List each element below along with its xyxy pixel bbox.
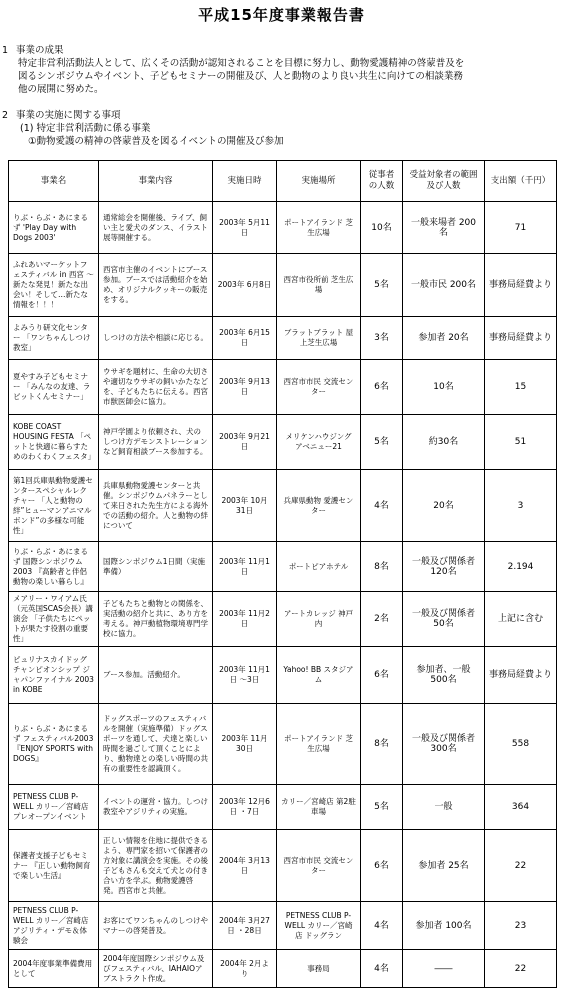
row-event-staff: 2名 bbox=[361, 592, 403, 647]
table-row bbox=[9, 415, 557, 470]
row-event-place: ポートアイランド 芝生広場 bbox=[277, 202, 361, 254]
table-row bbox=[9, 950, 557, 988]
row-event-beneficiary: 参加者、一般 500名 bbox=[403, 647, 485, 704]
row-event-date: 2003年 6月15日 bbox=[213, 317, 277, 360]
events-table bbox=[8, 160, 557, 988]
table-row bbox=[9, 647, 557, 704]
header-name: 事業名 bbox=[9, 161, 99, 202]
section1-body bbox=[18, 57, 538, 96]
row-event-amount: 51 bbox=[485, 415, 557, 470]
header-beneficiary: 受益対象者の範囲及び人数 bbox=[403, 161, 485, 202]
row-event-name: 第1回兵庫県動物愛護センタースペシャルレクチャー 「人と動物の絆”ヒューマンアニマルボンド”の多様な可能性」 bbox=[9, 470, 99, 542]
row-event-date: 2003年 9月13日 bbox=[213, 360, 277, 415]
row-event-content: お客にてワンちゃんのしつけやマナーの啓発普及。 bbox=[99, 902, 213, 950]
row-event-staff: 3名 bbox=[361, 317, 403, 360]
row-event-content: 国際シンポジウム1日間（実施準備） bbox=[99, 542, 213, 592]
row-event-place: カリー／宮崎店 第2駐車場 bbox=[277, 785, 361, 830]
row-event-date: 2003年 10月31日 bbox=[213, 470, 277, 542]
row-event-content: 通常総会を開催後、ライブ、飼い主と愛犬のダンス、イラスト展等開催する。 bbox=[99, 202, 213, 254]
section1-heading-text: 事業の成果 bbox=[16, 45, 64, 56]
row-event-date: 2003年 6月8日 bbox=[213, 254, 277, 317]
section1-line: 他の展開に努めた。 bbox=[18, 84, 104, 95]
row-event-date: 2003年 11月1日 bbox=[213, 542, 277, 592]
row-event-staff: 4名 bbox=[361, 950, 403, 988]
row-event-amount: 558 bbox=[485, 704, 557, 785]
row-event-name: KOBE COAST HOUSING FESTA 「ペットと快適に暮らすためのわくわくフェスタ」 bbox=[9, 415, 99, 470]
row-event-content: 神戸学園より依頼され、犬のしつけ方デモンストレーションなど飼育相談ブース参加する。 bbox=[99, 415, 213, 470]
section1-number: 1 bbox=[2, 45, 9, 56]
row-event-staff: 6名 bbox=[361, 360, 403, 415]
row-event-beneficiary: 一般及び関係者 300名 bbox=[403, 704, 485, 785]
row-event-place: PETNESS CLUB P-WELL カリー／宮崎店 ドッグラン bbox=[277, 902, 361, 950]
row-event-date: 2004年 2月より bbox=[213, 950, 277, 988]
header-staff: 従事者の人数 bbox=[361, 161, 403, 202]
section2-sub1: (1) 特定非営利活動に係る事業 bbox=[20, 123, 151, 134]
row-event-date: 2003年 11月2日 bbox=[213, 592, 277, 647]
row-event-content: 子どもたちと動物との関係を、実活動の紹介と共に、あり方を考える。神戸動植物環境専門学校に協力。 bbox=[99, 592, 213, 647]
row-event-date: 2003年 9月21日 bbox=[213, 415, 277, 470]
row-event-amount: 上記に含む bbox=[485, 592, 557, 647]
table-row bbox=[9, 830, 557, 902]
row-event-amount: 22 bbox=[485, 950, 557, 988]
table-header-row bbox=[9, 161, 557, 202]
row-event-name: メアリー・ワイアム氏（元英国SCAS会長）講演会 「子供たちにペットが果たす役割の重要性」 bbox=[9, 592, 99, 647]
row-event-amount: 15 bbox=[485, 360, 557, 415]
table-row bbox=[9, 704, 557, 785]
row-event-place: メリケンハウジング アベニュー21 bbox=[277, 415, 361, 470]
row-event-name: 2004年度事業準備費用として bbox=[9, 950, 99, 988]
row-event-beneficiary: 一般及び関係者 120名 bbox=[403, 542, 485, 592]
table-row bbox=[9, 470, 557, 542]
row-event-staff: 10名 bbox=[361, 202, 403, 254]
row-event-content: 2004年度国際シンポジウム及びフェスティバル、IAHAIOアブストラクト作成。 bbox=[99, 950, 213, 988]
row-event-beneficiary: 約30名 bbox=[403, 415, 485, 470]
row-event-place: ブラットブラット 屋上芝生広場 bbox=[277, 317, 361, 360]
row-event-beneficiary: 一般及び関係者 50名 bbox=[403, 592, 485, 647]
row-event-beneficiary: 20名 bbox=[403, 470, 485, 542]
table-row bbox=[9, 592, 557, 647]
row-event-name: りぶ・らぶ・あにまるず 'Play Day with Dogs 2003' bbox=[9, 202, 99, 254]
row-event-amount: 22 bbox=[485, 830, 557, 902]
table-row bbox=[9, 254, 557, 317]
row-event-content: ドッグスポーツのフェスティバルを開催（実施準備）ドッグスポーツを通して、犬達と楽しい時間を過ごして頂くことにより、動物達との楽しい時間の共有の重要性を認識頂く。 bbox=[99, 704, 213, 785]
row-event-content: しつけの方法や相談に応じる。 bbox=[99, 317, 213, 360]
table-row bbox=[9, 785, 557, 830]
row-event-name: よみうり研文化センター 「ワンちゃんしつけ教室」 bbox=[9, 317, 99, 360]
row-event-staff: 6名 bbox=[361, 830, 403, 902]
row-event-place: 兵庫県動物 愛護センター bbox=[277, 470, 361, 542]
header-amount: 支出額（千円） bbox=[485, 161, 557, 202]
row-event-date: 2004年 3月13日 bbox=[213, 830, 277, 902]
table-row bbox=[9, 360, 557, 415]
row-event-beneficiary: 一般 bbox=[403, 785, 485, 830]
section1-heading bbox=[2, 44, 64, 57]
header-date: 実施日時 bbox=[213, 161, 277, 202]
row-event-content: 兵庫県動物愛護センターと共催。シンポジウムパネラーとして来日された先生方による海外での活動の紹介。人と動物の絆について bbox=[99, 470, 213, 542]
row-event-amount: 事務局経費より bbox=[485, 254, 557, 317]
row-event-date: 2003年 11月30日 bbox=[213, 704, 277, 785]
header-place: 実施場所 bbox=[277, 161, 361, 202]
row-event-date: 2003年 5月11日 bbox=[213, 202, 277, 254]
table-row bbox=[9, 902, 557, 950]
row-event-name: りぶ・らぶ・あにまるず フェスティバル2003 『ENJOY SPORTS with DOGS』 bbox=[9, 704, 99, 785]
row-event-staff: 4名 bbox=[361, 902, 403, 950]
table-row bbox=[9, 202, 557, 254]
section1-line: 特定非営利活動法人として、広くその活動が認知されることを目標に努力し、動物愛護精神の啓蒙普及を bbox=[18, 58, 465, 69]
row-event-place: 西宮市市民 交流センター bbox=[277, 830, 361, 902]
row-event-beneficiary: 10名 bbox=[403, 360, 485, 415]
row-event-content: 正しい情報を住地に提供できるよう、専門家を招いて保護者の方対象に講演会を実施。その後子どもさんも交えて犬との付き合い方を学ぶ。動物愛護啓発。西宮市と共催。 bbox=[99, 830, 213, 902]
row-event-amount: 71 bbox=[485, 202, 557, 254]
row-event-staff: 5名 bbox=[361, 415, 403, 470]
row-event-staff: 8名 bbox=[361, 542, 403, 592]
row-event-name: 夏やすみ子どもセミナー 「みんなの友達、ラビットくんセミナー」 bbox=[9, 360, 99, 415]
row-event-amount: 3 bbox=[485, 470, 557, 542]
row-event-beneficiary: ―― bbox=[403, 950, 485, 988]
row-event-staff: 4名 bbox=[361, 470, 403, 542]
row-event-name: ふれあいマーケットフェスティバル in 西宮 ～新たな発見！新たな出会い！そして…新たな情報を！！！ bbox=[9, 254, 99, 317]
row-event-staff: 5名 bbox=[361, 785, 403, 830]
row-event-place: 西宮市市民 交流センター bbox=[277, 360, 361, 415]
row-event-amount: 2.194 bbox=[485, 542, 557, 592]
row-event-date: 2004年 3月27日 ・28日 bbox=[213, 902, 277, 950]
row-event-staff: 5名 bbox=[361, 254, 403, 317]
section2-heading bbox=[2, 109, 121, 122]
row-event-beneficiary: 参加者 20名 bbox=[403, 317, 485, 360]
row-event-amount: 事務局経費より bbox=[485, 317, 557, 360]
row-event-place: Yahoo! BB スタジアム bbox=[277, 647, 361, 704]
section2-sub2: ①動物愛護の精神の啓蒙普及を図るイベントの開催及び参加 bbox=[28, 136, 284, 147]
row-event-beneficiary: 一般市民 200名 bbox=[403, 254, 485, 317]
row-event-content: 西宮市主催のイベントにブース参加。ブースでは活動紹介を始め、オリジナルクッキーの販売をする。 bbox=[99, 254, 213, 317]
row-event-beneficiary: 参加者 25名 bbox=[403, 830, 485, 902]
row-event-name: 保護者支援子どもセミナー 『正しい動物飼育で楽しい生活』 bbox=[9, 830, 99, 902]
row-event-name: PETNESS CLUB P-WELL カリー／宮崎店 プレオープンイベント bbox=[9, 785, 99, 830]
row-event-content: ブース参加。活動紹介。 bbox=[99, 647, 213, 704]
row-event-place: ポートアイランド 芝生広場 bbox=[277, 704, 361, 785]
section2-heading-text: 事業の実施に関する事項 bbox=[16, 110, 121, 121]
row-event-staff: 6名 bbox=[361, 647, 403, 704]
row-event-place: 事務局 bbox=[277, 950, 361, 988]
row-event-date: 2003年 11月1日 ～3日 bbox=[213, 647, 277, 704]
row-event-amount: 事務局経費より bbox=[485, 647, 557, 704]
table-row bbox=[9, 542, 557, 592]
row-event-date: 2003年 12月6日 ・7日 bbox=[213, 785, 277, 830]
section1-line: 図るシンポジウムやイベント、子どもセミナーの開催及び、人と動物のより良い共生に向けての相談業務 bbox=[18, 71, 463, 82]
row-event-amount: 364 bbox=[485, 785, 557, 830]
row-event-place: アートカレッジ 神戸 内 bbox=[277, 592, 361, 647]
row-event-content: イベントの運営・協力。しつけ教室やアジリティの実施。 bbox=[99, 785, 213, 830]
row-event-name: PETNESS CLUB P-WELL カリー／宮崎店 アジリティ・デモ＆体験会 bbox=[9, 902, 99, 950]
row-event-content: ウサギを題材に、生命の大切さや適切なウサギの飼いかたなどを、子どもたちに伝える。西宮市獣医師会に協力。 bbox=[99, 360, 213, 415]
page-title: 平成15年度事業報告書 bbox=[198, 6, 365, 24]
row-event-name: りぶ・らぶ・あにまるず 国際シンポジウム2003 『高齢者と伴侶動物の楽しい暮らし』 bbox=[9, 542, 99, 592]
header-content: 事業内容 bbox=[99, 161, 213, 202]
table-row bbox=[9, 317, 557, 360]
row-event-amount: 23 bbox=[485, 902, 557, 950]
section2-number: 2 bbox=[2, 110, 9, 121]
row-event-place: 西宮市役所前 芝生広場 bbox=[277, 254, 361, 317]
row-event-place: ポートピアホテル bbox=[277, 542, 361, 592]
row-event-staff: 8名 bbox=[361, 704, 403, 785]
row-event-beneficiary: 参加者 100名 bbox=[403, 902, 485, 950]
row-event-name: ピュリナスカイドッグ チャンピオンシップ ジャパンファイナル 2003 in KOBE bbox=[9, 647, 99, 704]
row-event-beneficiary: 一般来場者 200名 bbox=[403, 202, 485, 254]
